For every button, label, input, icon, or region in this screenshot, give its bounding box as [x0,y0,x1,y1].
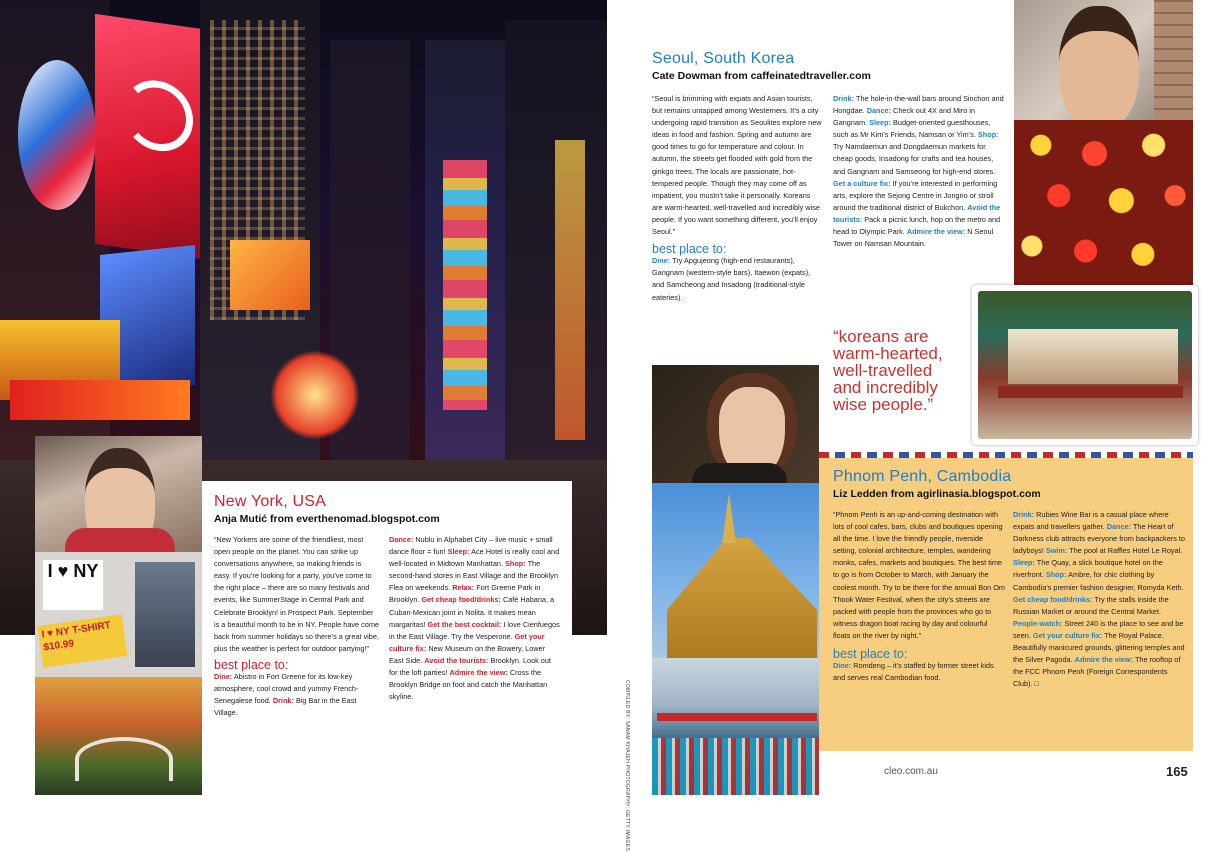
yellow-billboard [230,240,310,310]
seoul-title: Seoul, South Korea [652,50,795,67]
phnom-penh-dine: Dine: Romdeng – it’s staffed by former street kids and serves real Cambodian food. [833,661,994,683]
website-footer: cleo.com.au [884,766,938,777]
seoul-cafe-photo [972,285,1198,445]
seoul-col1 [652,93,822,304]
tshirt-price-sign: I ♥ NY T-SHIRT $10.99 [37,614,127,667]
anja-mutic-portrait [35,436,202,552]
pepsi-sign [18,60,96,210]
royal-palace-photo [652,483,819,658]
new-york-best-place-heading: best place to: [214,657,289,672]
phnom-penh-intro: “Phnom Penh is an up-and-coming destination with lots of cool cafes, bars, clubs and boutiques opening all the time. I love the friendly people, riverside setting, colonial architecture, temples, wandering monks, cafes, markets and boutiques. The best time to go is from October to March, with January the coolest month. Try to be there for the annual Bon Om Thook Water Festival, when the city’s streets are packed with people from the provinces who go to witness dragon boat racing by day and colourful floats on the river by night.” [833,510,1005,640]
new-york-intro: “New Yorkers are some of the friendliest, most open people on the planet. You can strike up conversations anywhere, so making friends is easy. If you’re looking for a party, you’ve come to the right place – there are so many festivals and events, like SummerStage in Central Park and Celebrate Brooklyn! in Prospect Park. September is a beautiful month to be in NY. People have come back from summer holidays so there’s a great vibe, plus the weather is perfect for outdoor partying!” [214,535,379,653]
red-billboard [95,14,210,260]
one-times-square [425,40,505,470]
new-york-panel [202,481,572,795]
seoul-col2 [833,93,1005,250]
new-york-tips-part1: Dine: Abistro in Fort Greene for its low-key atmosphere, cool crowd and yummy French-Senegalese food. Drink: Big Bar in the East Village. [214,672,359,718]
phnom-penh-tips: Drink: Rubies Wine Bar is a casual place where expats and travellers gather. Dance: The Heart of Darkness club attracts everyone from backpackers to ladyboys! Swim: The pool at Raffles Hotel Le Royal. Sleep: The Quay, a slick boutique hotel on the riverfront. Shop: Ambre, for chic clothing by Cambodia’s premier fashion designer, Romyda Keth. Get cheap food/drinks: Try the stalls inside the Russian Market or around the Central Market. People-watch: Street 240 is the place to see and be seen. Get your culture fix: The Royal Palace. Beautifully manicured grounds, glittering temples and the Silver Pagoda. Admire the view: The rooftop of the FCC Phnom Penh (Foreign Correspondents Club). □ [1013,510,1185,689]
new-york-byline: Anja Mutić from everthenomad.blogspot.com [214,513,440,525]
cate-dowman-portrait [1014,0,1193,120]
liz-ledden-portrait [652,365,819,483]
footlocker-sign [10,380,190,420]
new-york-title: New York, USA [214,493,326,510]
seoul-dine: Dine: Try Apgujeong (high-end restaurants), Gangnam (western-style bars), Itaewon (expats), and Samcheong and Insadong (traditional-style eateries). [652,256,811,302]
phnom-penh-panel [819,458,1193,751]
seoul-pull-quote: “koreans are warm-hearted, well-travelled and incredibly wise people.” [833,327,943,414]
seoul-byline: Cate Dowman from caffeinatedtraveller.com [652,70,871,82]
seoul-best-place-heading: best place to: [652,242,727,257]
neon-glow [270,350,360,440]
phnom-penh-best-place-heading: best place to: [833,647,908,662]
end-mark: □ [1034,679,1039,689]
seoul-tips: Drink: The hole-in-the-wall bars around Sinchon and Hongdae. Dance: Check out 4X and Miro in Gangnam. Sleep: Budget-oriented guesthouses, such as Mr Kim’s Friends, Namsan or Yim’s. Shop: Try Namdaemun and Dongdaemun markets for cheap goods, Insadong for crafts and tea houses, and Gangnam and Samseong for high-end stores. Get a culture fix: If you’re interested in performing arts, explore the Sejong Centre in Jongno or stroll around the traditional district of Bukchon. Avoid the tourists: Pack a picnic lunch, hop on the metro and head to Olympic Park. Admire the view: N Seoul Tower on Namsan Mountain. [833,94,1004,249]
page-number: 165 [1166,764,1188,779]
phnom-penh-byline: Liz Ledden from agirlinasia.blogspot.com [833,488,1041,500]
lanterns-photo [1014,120,1193,288]
photo-credit: COMPILED BY: SANAM KHAJEH PHOTOGRAPHY: GETTY IMAGES [624,680,630,851]
i-love-ny-sign: I ♥ NY [43,560,103,610]
new-york-tips-part2: Dance: Nublu in Alphabet City – live music + small dance floor = fun! Sleep: Ace Hotel is really cool and well-located in Midtown Manhattan. Shop: The second-hand stores in East Village and the Brooklyn Flea on weekends. Relax: Fort Greene Park in Brooklyn. Get cheap food/drinks: Café Habana, a Cuban-Mexican joint in Nolita. It makes mean margaritas! Get the best cocktail: I love Cienfuegos in the East Village. Try the Vesperone. Get your culture fix: New Museum on the Bowery, Lower East Side. Avoid the tourists: Brooklyn. Look out for the loft parties! Admire the view: Cross the Brooklyn Bridge on foot and catch the Manhattan skyline. [389,535,560,702]
dragon-boat-photo [652,658,819,795]
seoul-intro: “Seoul is brimming with expats and Asian tourists, but remains untapped among Westerners. It’s a city undergoing rapid transition as Seoulites explore new ideas in food and fashion. Spring and autumn are good times to go for temperature and colour. In autumn, the streets get flooded with gold from the ginkgo trees. The locals are passionate, hot-tempered people. Though they may come off as impatient, you mustn’t take it personally. Koreans are warm-hearted, well-travelled and incredibly wise people. If you want something different, you’ll enjoy Seoul.” [652,94,822,237]
central-park-bridge-photo [35,677,202,795]
seoul-header [652,50,1012,82]
phnom-penh-title: Phnom Penh, Cambodia [833,468,1012,485]
i-love-ny-photo [35,552,202,677]
